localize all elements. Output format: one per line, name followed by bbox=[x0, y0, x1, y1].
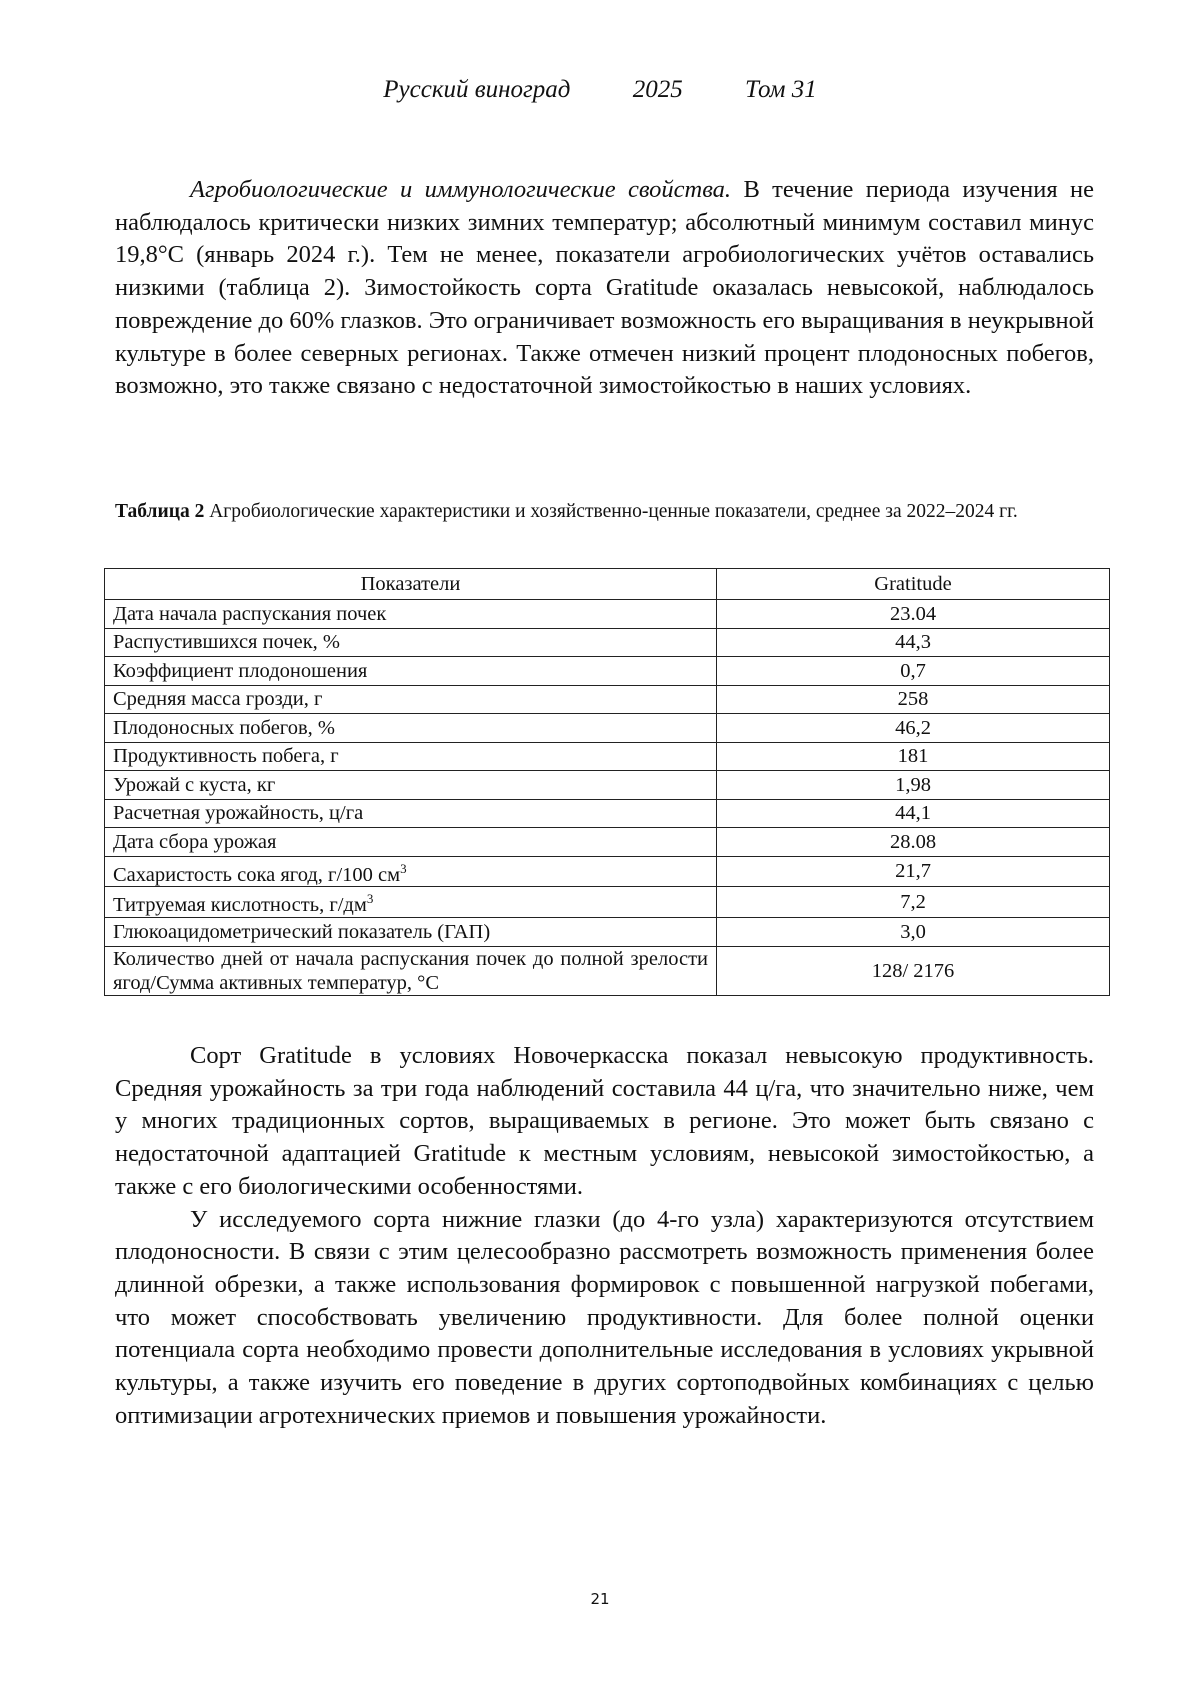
row-label bbox=[105, 946, 717, 995]
row-label-text: Коэффициент плодоношения bbox=[113, 659, 368, 682]
row-label bbox=[105, 799, 717, 828]
row-label-text: Глюкоацидометрический показатель (ГАП) bbox=[113, 920, 491, 943]
header-indicators: Показатели bbox=[105, 569, 717, 600]
table-row bbox=[105, 742, 1110, 771]
table-row bbox=[105, 628, 1110, 657]
paragraph-agrobiological bbox=[115, 174, 1094, 403]
table-row bbox=[105, 771, 1110, 800]
row-label-text: Средняя масса грозди, г bbox=[113, 688, 323, 711]
row-label-text: Титруемая кислотность, г/дм bbox=[113, 894, 367, 917]
row-value: 181 bbox=[717, 742, 1110, 771]
row-label-text: Дата начала распускания почек bbox=[113, 602, 387, 625]
row-value: 23.04 bbox=[717, 600, 1110, 629]
row-label bbox=[105, 600, 717, 629]
table-row bbox=[105, 887, 1110, 918]
table-row bbox=[105, 799, 1110, 828]
row-label-text: Сахаристость сока ягод, г/100 см bbox=[113, 863, 401, 886]
journal-volume: Том 31 bbox=[744, 76, 817, 103]
row-label-text: Расчетная урожайность, ц/га bbox=[113, 802, 364, 825]
table-header-row bbox=[105, 569, 1110, 600]
row-label-text: Дата сбора урожая bbox=[113, 830, 277, 853]
row-label-text: Плодоносных побегов, % bbox=[113, 716, 335, 739]
table-caption-label: Таблица 2 bbox=[115, 501, 205, 522]
paragraph-conclusions bbox=[115, 1040, 1094, 1432]
row-value: 21,7 bbox=[717, 856, 1110, 887]
row-value: 3,0 bbox=[717, 918, 1110, 947]
row-value: 7,2 bbox=[717, 887, 1110, 918]
row-label bbox=[105, 628, 717, 657]
row-label bbox=[105, 685, 717, 714]
row-label bbox=[105, 828, 717, 857]
journal-title: Русский виноград bbox=[383, 76, 571, 103]
table-row bbox=[105, 685, 1110, 714]
table-row bbox=[105, 600, 1110, 629]
section-lead: Агробиологические и иммунологические свойства. bbox=[190, 176, 732, 203]
row-value: 44,3 bbox=[717, 628, 1110, 657]
row-value: 258 bbox=[717, 685, 1110, 714]
row-value: 44,1 bbox=[717, 799, 1110, 828]
paragraph-productivity: Сорт Gratitude в условиях Новочеркасска показал невысокую продуктивность. Средняя урожайность за три года наблюдений составила 44 ц/га, что значительно ниже, чем у многих традиционных сортов, выращиваемых в регионе. Это может быть связано с недостаточной адаптацией Gratitude к местным условиям, невысокой зимостойкостью, а также с его биологическими особенностями. bbox=[115, 1042, 1094, 1200]
row-label bbox=[105, 887, 717, 918]
row-label bbox=[105, 918, 717, 947]
unit-superscript: 3 bbox=[400, 860, 407, 876]
table-row bbox=[105, 946, 1110, 995]
paragraph-recommendations: У исследуемого сорта нижние глазки (до 4-го узла) характеризуются отсутствием плодоносности. В связи с этим целесообразно рассмотреть возможность применения более длинной обрезки, а также использования формировок с повышенной нагрузкой побегами, что может способствовать увеличению продуктивности. Для более полной оценки потенциала сорта необходимо провести дополнительные исследования в условиях укрывной культуры, а также изучить его поведение в других сортоподвойных комбинациях с целью оптимизации агротехнических приемов и повышения урожайности. bbox=[115, 1205, 1094, 1429]
journal-year: 2025 bbox=[632, 76, 683, 103]
row-value: 46,2 bbox=[717, 714, 1110, 743]
table-row bbox=[105, 828, 1110, 857]
row-label bbox=[105, 657, 717, 686]
row-value: 28.08 bbox=[717, 828, 1110, 857]
paragraph-text: В течение периода изучения не наблюдалось критически низких зимних температур; абсолютный минимум составил минус 19,8°С (январь 2024 г.). Тем не менее, показатели агробиологических учётов оставались низкими (таблица 2). Зимостойкость сорта Gratitude оказалась невысокой, наблюдалось повреждение до 60% глазков. Это ограничивает возможность его выращивания в неукрывной культуре в более северных регионах. Также отмечен низкий процент плодоносных побегов, возможно, это также связано с недостаточной зимостойкостью в наших условиях. bbox=[115, 176, 1094, 400]
row-value: 1,98 bbox=[717, 771, 1110, 800]
running-header bbox=[0, 76, 1200, 104]
row-label bbox=[105, 771, 717, 800]
table-row bbox=[105, 657, 1110, 686]
row-label-text: Количество дней от начала распускания почек до полной зрелости ягод/Сумма активных температур, °С bbox=[113, 947, 708, 994]
data-table bbox=[104, 568, 1110, 996]
table-row bbox=[105, 918, 1110, 947]
row-label-text: Продуктивность побега, г bbox=[113, 745, 339, 768]
row-label-text: Распустившихся почек, % bbox=[113, 631, 340, 654]
header-variety: Gratitude bbox=[717, 569, 1110, 600]
table-caption-text: Агробиологические характеристики и хозяйственно-ценные показатели, среднее за 2022–2024 гг. bbox=[204, 501, 1018, 522]
table-caption bbox=[115, 500, 1094, 523]
table-row bbox=[105, 856, 1110, 887]
row-value: 0,7 bbox=[717, 657, 1110, 686]
row-label bbox=[105, 742, 717, 771]
row-label-text: Урожай с куста, кг bbox=[113, 773, 276, 796]
page-number: 21 bbox=[590, 1590, 610, 1608]
unit-superscript: 3 bbox=[366, 891, 374, 907]
row-label bbox=[105, 856, 717, 887]
row-label bbox=[105, 714, 717, 743]
row-value: 128/ 2176 bbox=[717, 946, 1110, 995]
table-row bbox=[105, 714, 1110, 743]
